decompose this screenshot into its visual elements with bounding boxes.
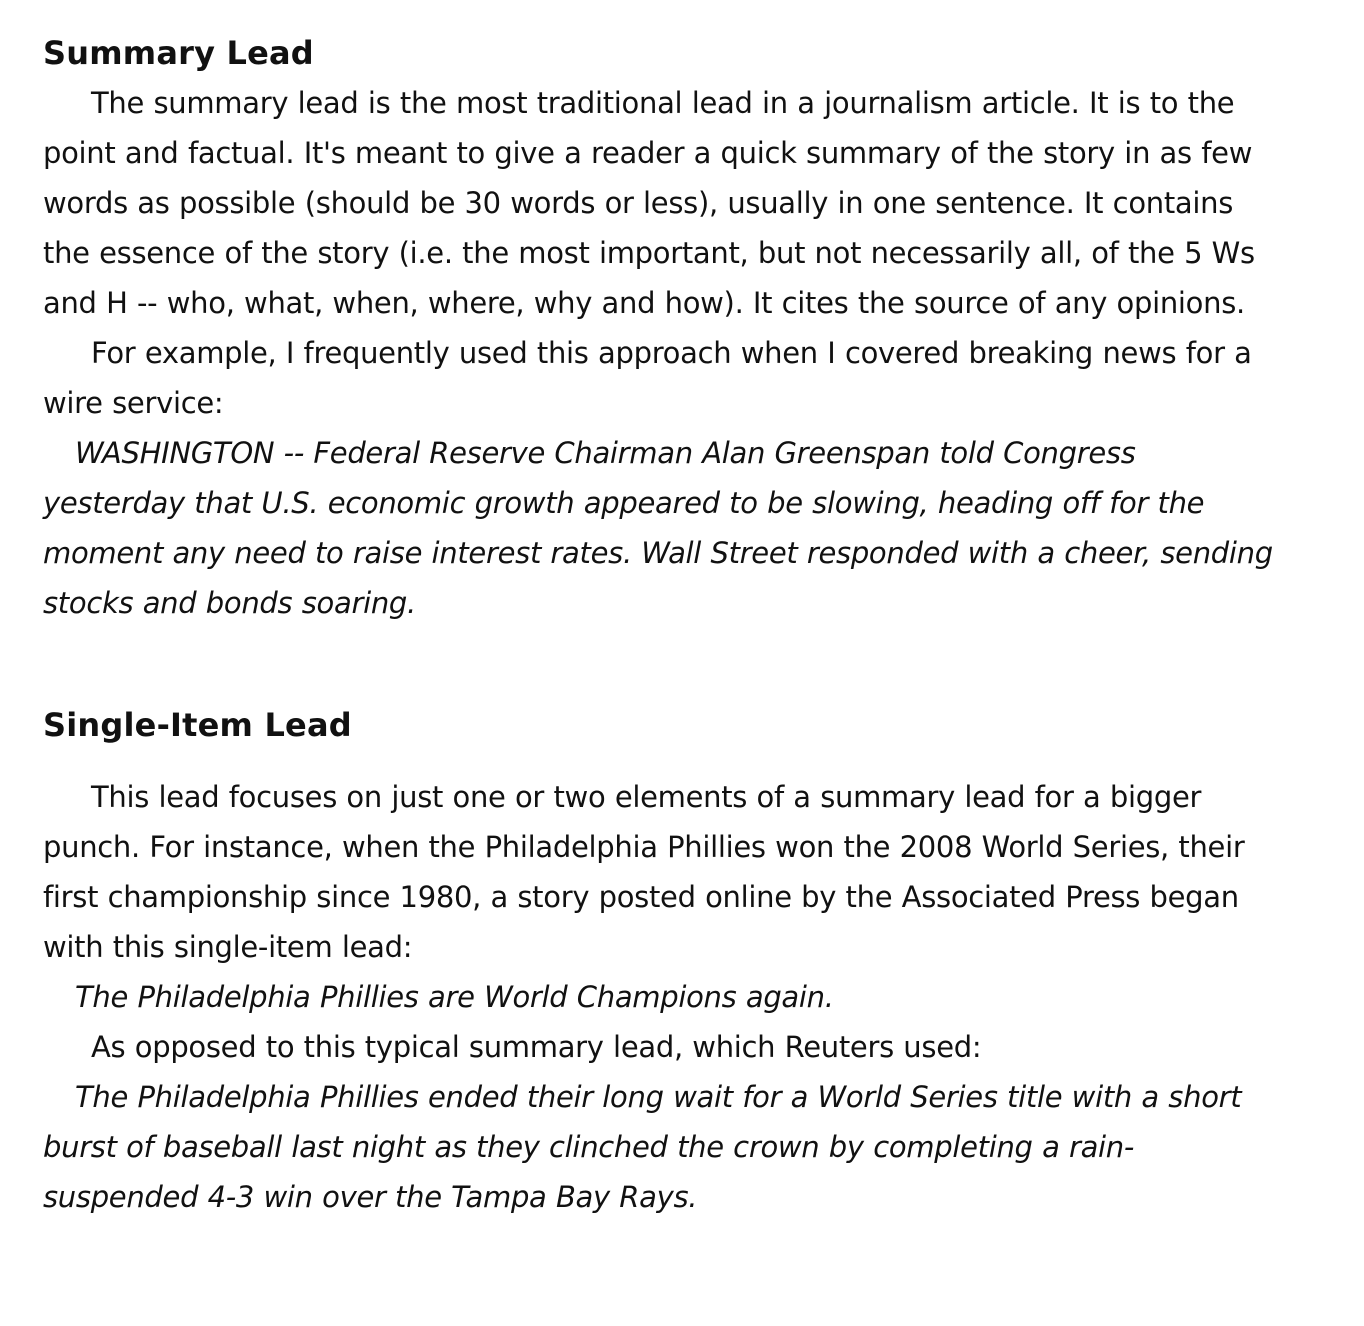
summary-lead-example: WASHINGTON -- Federal Reserve Chairman Alan Greenspan told Congress yesterday that U.S. economic growth appeared to be slowing, heading off for the moment any need to raise interest rates. Wall Street responded with a cheer, sending stocks and bonds soaring. [43, 436, 1273, 620]
single-item-lead-paragraph: This lead focuses on just one or two elements of a summary lead for a bigger punch. For instance, when the Philadelphia Phillies won the 2008 World Series, their first championship since 1980, a story posted online by the Associated Press began with this single-item lead: [43, 780, 1245, 964]
single-item-lead-heading: Single-Item Lead [43, 706, 352, 744]
heading-spacer [43, 750, 1273, 772]
single-item-lead-example: The Philadelphia Phillies are World Champions again. [75, 980, 834, 1014]
document-page [43, 28, 1273, 1222]
summary-lead-section [43, 28, 1273, 628]
summary-lead-heading: Summary Lead [43, 34, 314, 72]
single-item-lead-section [43, 700, 1273, 1222]
summary-lead-comparison-intro: As opposed to this typical summary lead, which Reuters used: [91, 1030, 982, 1064]
summary-lead-paragraph: The summary lead is the most traditional lead in a journalism article. It is to the point and factual. It's meant to give a reader a quick summary of the story in as few words as possible (should be 30 words or less), usually in one sentence. It contains the essence of the story (i.e. the most important, but not necessarily all, of the 5 Ws and H -- who, what, when, where, why and how). It cites the source of any opinions. [43, 86, 1255, 320]
summary-lead-example-intro: For example, I frequently used this approach when I covered breaking news for a wire service: [43, 336, 1252, 420]
reuters-summary-lead-example: The Philadelphia Phillies ended their long wait for a World Series title with a short burst of baseball last night as they clinched the crown by completing a rain-suspended 4-3 win over the Tampa Bay Rays. [43, 1080, 1242, 1214]
section-spacer [43, 628, 1273, 700]
